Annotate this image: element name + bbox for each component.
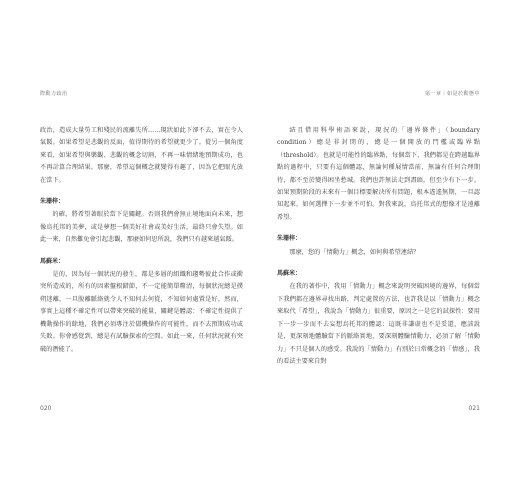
left-paragraph-1: 政治，造成大量勞工和殘民的流離失所……現狀如此下卻不去，實在令人氣餒。如果希望是悲觀的反面，值得期待的希望就更少了。從另一個角度來看，如果希望與樂觀、悲觀的概念切割，不再一味情緒地預期成功，也不再計算合理結果。那麼，希望這個概念就變得有趣了，因為它把眼光放在當下。: [40, 127, 243, 184]
left-page-body: [40, 125, 243, 356]
left-running-head: 際動力政治: [40, 91, 68, 97]
right-paragraph-2: 那麼，您的「情動力」概念，如何與希望連結？: [289, 248, 420, 256]
left-speaker-2: 馬蘇米：: [40, 257, 65, 265]
right-speaker-2: 馬蘇米：: [277, 270, 302, 278]
right-page-body: [277, 125, 480, 368]
left-paragraph-3: 是的，因為每一個狀況的發生，都是多層的組織和趨勢彼此合作或衝突所造成的，所有的因素盤根錯節，不一定能簡單釐清，每個狀況總是撲朔迷離，一旦脫離脈絡就令人不知何去何從，不知如何處置是好。然而，事實上這種不確定性可以帶來突破的能量，關鍵是體認：不確定性提供了機動操作的餘地，我們必須專注於儘機操作的可能性，而不去預期成功或失敗。你會感覺到，總是有試驗探索的空間。如此一來，任何狀況就有突破的潛能了。: [40, 271, 243, 353]
left-page: [40, 90, 243, 412]
right-page-number: 021: [468, 405, 480, 412]
left-page-number: 020: [40, 405, 52, 412]
left-speaker-1: 朱珊梓：: [40, 198, 65, 206]
left-paragraph-2: 的確，將希望著眼於當下是關鍵。否則我們會無止境地面向未來，想像烏托邦的美夢，或是夢想一個美好社會或美好生活，最終只會失望。如此一來，自然難免會引起悲觀，那麼如何思所說，我們只有越來越氣餒。: [40, 211, 243, 244]
right-paragraph-3: 在我的著作中，我用「情動力」概念來說明突破困境的邊界，每個當下我們都在邊界尋找出路，判定處置的方法，也許我是以「情動力」概念來取代「希望」，我說為「情動力」很重要，原因之一是它的試探性：要用下一步一步而不去妄想烏托邦的體認：這既非謙虛也不是妥還，應該說是，更深刻地體驗當下的脈絡實地，要深刻體驗情動力，必須了解「情動力」不只是個人的感受。我說的「情動力」有別於日常概念的「情感」，我的看法主要來自對: [277, 283, 480, 365]
right-running-head: 第一章｜如是於動態中: [424, 91, 480, 97]
right-paragraph-1: 結且借用科學術語來說，現況的「邊界條件」（boundary condition）總是非封閉的，總是一個開放的門檻或臨界點（threshold）。也就是可能性的臨界點，每個當下，我們都是在跨越臨界點的過程中，只要有這個體認，無論何種展情當前，無論有任何合理期待，都不至於變得困坐愁城。我們也許無法走到盡頭，但至少有下一步。如果預期阶段的未來有一個目標要解決所有問題，根本遙遙無期，一旦認知起來，如何選擇下一步並不可怕。對我來說，烏托邦式的想像才是遠離希望。: [277, 127, 480, 221]
right-page: [277, 90, 480, 412]
right-speaker-1: 朱珊梓：: [277, 235, 302, 243]
